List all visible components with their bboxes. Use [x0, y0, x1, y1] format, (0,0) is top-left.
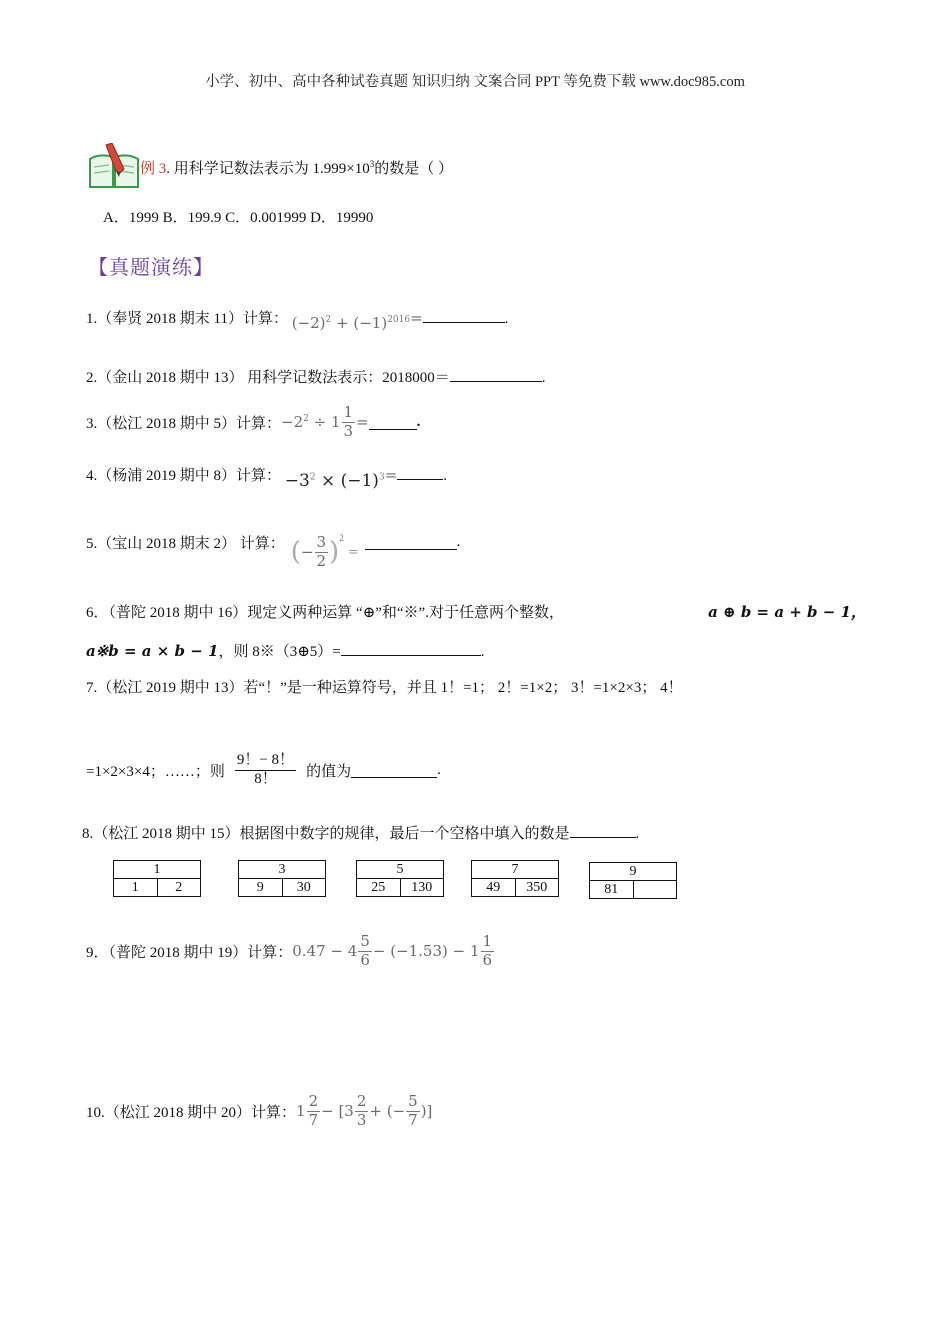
- sequence-table: 7 49 350: [471, 860, 559, 897]
- problem-1: 1.（奉贤 2018 期末 11）计算： $(-2)^2 + (-1)^{2016}=$ .: [86, 309, 509, 332]
- answer-blank[interactable]: [369, 415, 417, 430]
- example-3-label: 例 3: [140, 161, 167, 177]
- answer-blank[interactable]: [351, 763, 437, 778]
- sequence-table: 3 9 30: [238, 860, 326, 897]
- problem-6-line-2: a※b = a × b − 1，则 8※（3⊕5）= .: [86, 642, 485, 660]
- problem-10: 10.（松江 2018 期中 20）计算： 1 $\frac{2}{7}$ − [3 $\frac{2}{3}$ + (− $\frac{5}{7}$ )]: [86, 1092, 433, 1129]
- problem-7-line-2: =1×2×3×4；……；则 $\frac{9!- 8!}{8!}$ 的值为 .: [86, 752, 441, 787]
- empty-answer-cell[interactable]: [633, 881, 677, 899]
- sequence-table: 1 1 2: [113, 860, 201, 897]
- page-header: 小学、初中、高中各种试卷真题 知识归纳 文案合同 PPT 等免费下载 www.doc985.com: [205, 74, 745, 90]
- problem-9: 9．（普陀 2018 期中 19）计算： 0.47 − 4 $\frac{5}{6}$ − (−1.53) − 1 $\frac{1}{6}$: [86, 932, 493, 969]
- problem-8: 8.（松江 2018 期中 15）根据图中数字的规律，最后一个空格中填入的数是 .: [82, 822, 639, 843]
- problem-7-line-1: 7.（松江 2019 期中 13）若“！”是一种运算符号，并且 1！=1； 2！=1×2； 3！=1×2×3； 4！: [86, 680, 683, 696]
- answer-blank[interactable]: [365, 535, 457, 550]
- sequence-table: 9 81: [589, 862, 677, 899]
- example-3-question: 例 3. 用科学记数法表示为 $1.999\times 10^3$的数是（ ）: [140, 159, 453, 177]
- book-pencil-icon: [86, 143, 142, 191]
- problem-5: 5.（宝山 2018 期末 2） 计算： ( − $\frac{3}{2}$ ) 2 = .: [86, 533, 461, 570]
- example-3-options: A．1999 B．199.9 C．0.001999 D．19990: [103, 210, 374, 226]
- answer-blank[interactable]: [423, 308, 505, 323]
- sequence-table: 5 25 130: [356, 860, 444, 897]
- problem-4: 4.（杨浦 2019 期中 8）计算： $-3^2 \times (-1)^3=$ .: [86, 466, 448, 491]
- problem-6-line-1: 6．（普陀 2018 期中 16）现定义两种运算 “⊕”和“※”.对于任意两个整数， a ⊕ b = a + b − 1，: [86, 603, 866, 621]
- answer-blank[interactable]: [570, 823, 636, 838]
- section-title: 【真题演练】: [88, 255, 214, 279]
- problem-3: 3.（松江 2018 期中 5）计算： $-2^2 \div 1$ $\frac{1}{3}$ = .: [86, 403, 421, 440]
- problem-2: 2.（金山 2018 期中 13） 用科学记数法表示：2018000＝ .: [86, 366, 546, 387]
- answer-blank[interactable]: [341, 641, 481, 656]
- answer-blank[interactable]: [450, 367, 542, 382]
- answer-blank[interactable]: [397, 465, 443, 480]
